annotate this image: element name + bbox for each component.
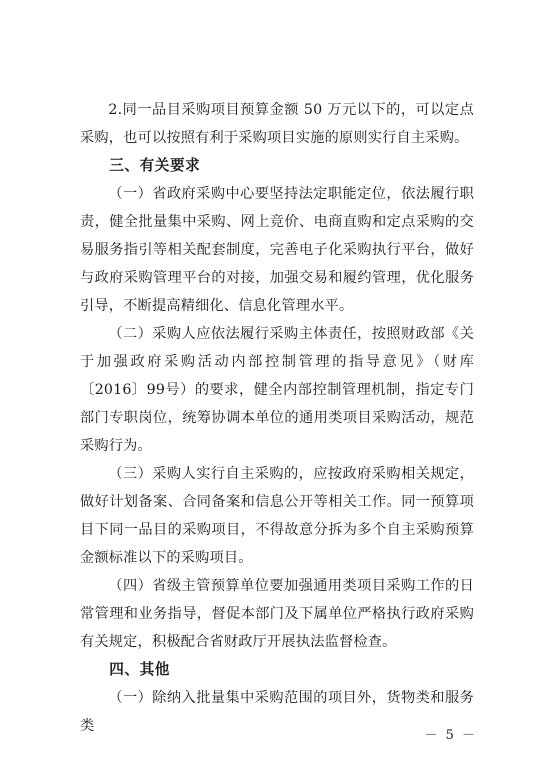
paragraph-requirement-3: （三）采购人实行自主采购的，应按政府采购相关规定，做好计划备案、合同备案和信息公开等相关工作。同一预算项目下同一品目的采购项目，不得故意分拆为多个自主采购预算金额标准以下的采购项目。 [80,466,474,566]
section-heading-other: 四、其他 [109,661,170,678]
paragraph-requirement-1: （一）省政府采购中心要坚持法定职能定位，依法履行职责，健全批量集中采购、网上竞价、电商直购和定点采购的交易服务指引等相关配套制度，完善电子化采购执行平台，做好与政府采购管理平台的对接，加强交易和履约管理，优化服务引导，不断提高精细化、信息化管理水平。 [80,186,474,314]
page-content [80,96,474,740]
paragraph-requirement-4: （四）省级主管预算单位要加强通用类项目采购工作的日常管理和业务指导，督促本部门及下属单位严格执行政府采购有关规定，积极配合省财政厅开展执法监督检查。 [80,578,474,650]
section-heading-requirements: 三、有关要求 [109,157,201,174]
paragraph-requirement-2: （二）采购人应依法履行采购主体责任，按照财政部《关于加强政府采购活动内部控制管理的指导意见》（财库〔2016〕99号）的要求，健全内部控制管理机制，指定专门部门专职岗位，统筹协调本单位的通用类项目采购活动，规范采购行为。 [80,326,474,454]
paragraph-other-1: （一）除纳入批量集中采购范围的项目外，货物类和服务类 [80,690,474,734]
paragraph-point-2: 2.同一品目采购项目预算金额 50 万元以下的，可以定点采购，也可以按照有利于采购项目实施的原则实行自主采购。 [80,102,474,146]
page-number: － 5 － [424,728,477,743]
